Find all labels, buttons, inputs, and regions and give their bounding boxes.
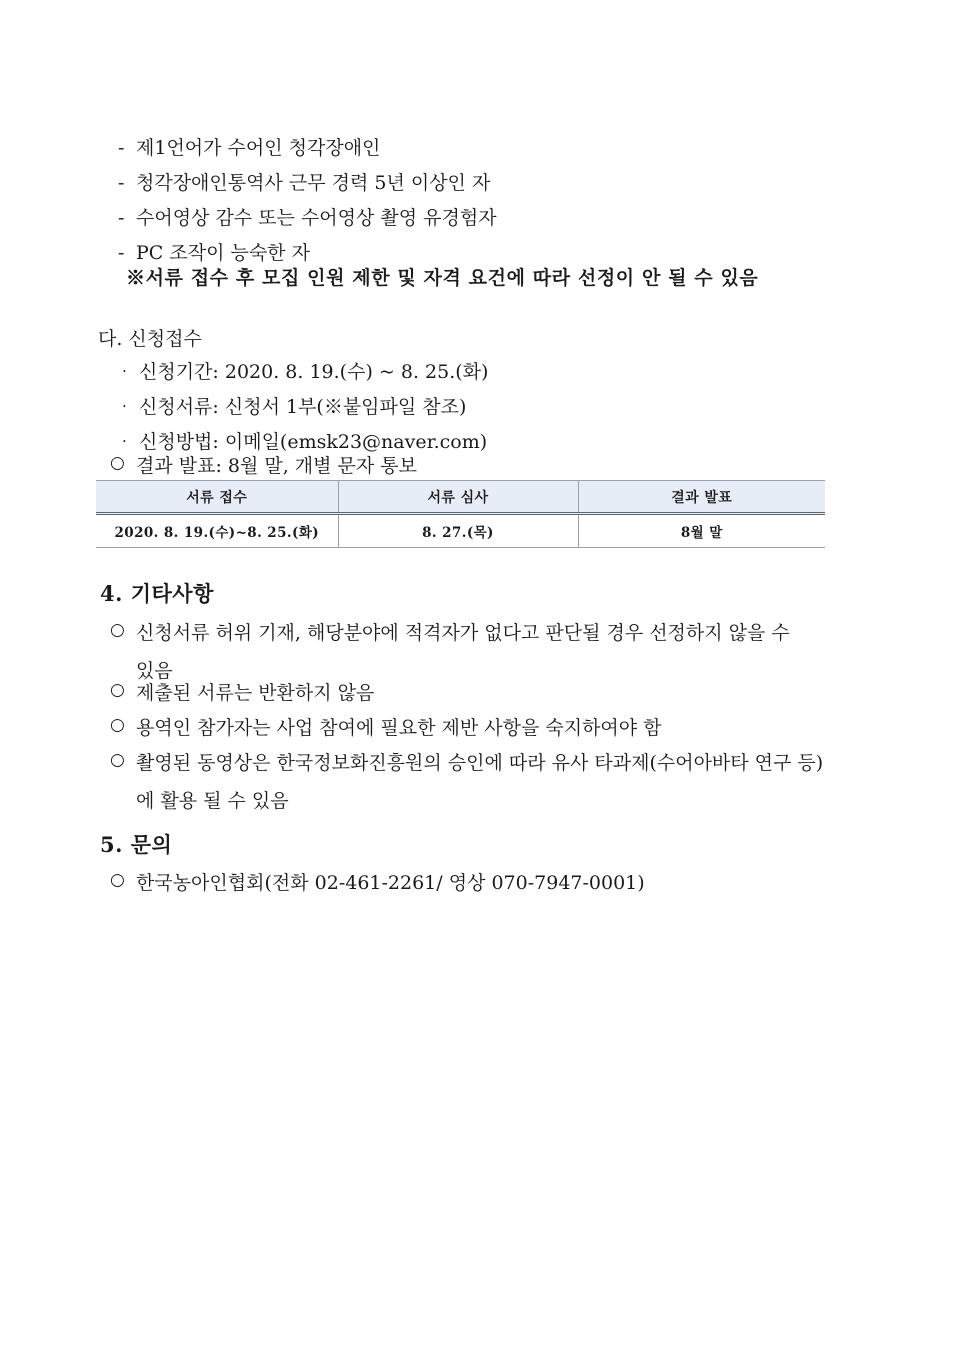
qualification-item-text: 수어영상 감수 또는 수어영상 촬영 유경험자: [136, 207, 497, 229]
table-cell: 8월 말: [578, 514, 825, 548]
contact-item-text: 한국농아인협회(전화 02-461-2261/ 영상 070-7947-0001): [136, 872, 645, 894]
circle-marker: ○: [110, 453, 125, 473]
circle-marker: ○: [110, 620, 125, 640]
other-item-text: 제출된 서류는 반환하지 않음: [136, 682, 375, 704]
result-announcement-item: [110, 451, 417, 478]
other-item: [110, 713, 662, 740]
qualification-item-text: 제1언어가 수어인 청각장애인: [136, 137, 381, 159]
table-cell: 8. 27.(목): [338, 514, 578, 548]
contact-item: [110, 868, 645, 895]
qualification-note: ※서류 접수 후 모집 인원 제한 및 자격 요건에 따라 선정이 안 될 수 있음: [126, 267, 759, 289]
application-item-text: 신청방법: 이메일(emsk23@naver.com): [139, 431, 488, 453]
qualification-item: [118, 168, 490, 195]
section-5-heading: 5. 문의: [100, 832, 173, 857]
dash-marker: -: [118, 137, 125, 159]
dash-marker: -: [118, 242, 125, 264]
table-header-cell: 서류 심사: [338, 481, 578, 514]
dot-marker: ·: [122, 362, 127, 380]
table-row: [96, 514, 825, 548]
table-header-cell: 결과 발표: [578, 481, 825, 514]
table-header-row: [96, 481, 825, 514]
application-item: [122, 357, 488, 384]
qualification-item: [118, 238, 310, 265]
other-item-line-1: 신청서류 허위 기재, 해당분야에 적격자가 없다고 판단될 경우 선정하지 않을 수: [136, 622, 790, 644]
qualification-item: [118, 203, 497, 230]
schedule-table: [96, 480, 825, 548]
circle-marker: ○: [110, 750, 125, 770]
application-item-text: 신청서류: 신청서 1부(※붙임파일 참조): [139, 396, 467, 418]
application-item: [122, 427, 487, 454]
application-item-text: 신청기간: 2020. 8. 19.(수) ~ 8. 25.(화): [139, 361, 489, 383]
dot-marker: ·: [122, 397, 127, 415]
qualification-item: [118, 133, 380, 160]
dash-marker: -: [118, 207, 125, 229]
qualification-item-text: PC 조작이 능숙한 자: [136, 242, 310, 264]
other-item-text: 용역인 참가자는 사업 참여에 필요한 제반 사항을 숙지하여야 함: [136, 717, 662, 739]
table-header-cell: 서류 접수: [96, 481, 338, 514]
other-item: [110, 748, 823, 813]
circle-marker: ○: [110, 715, 125, 735]
other-item-text: [136, 618, 790, 683]
other-item-line-2: 있음: [136, 660, 173, 682]
section-4-heading: 4. 기타사항: [100, 581, 214, 606]
other-item: [110, 618, 790, 683]
other-item-line-1: 촬영된 동영상은 한국정보화진흥원의 승인에 따라 유사 타과제(수어아바타 연구 등): [136, 752, 824, 774]
dot-marker: ·: [122, 432, 127, 450]
other-item-text: [136, 748, 823, 813]
application-item: [122, 392, 466, 419]
other-item-line-2: 에 활용 될 수 있음: [136, 790, 289, 812]
table-cell: 2020. 8. 19.(수)~8. 25.(화): [96, 514, 338, 548]
circle-marker: ○: [110, 870, 125, 890]
circle-marker: ○: [110, 680, 125, 700]
other-item: [110, 678, 374, 705]
dash-marker: -: [118, 172, 125, 194]
application-heading: 다. 신청접수: [98, 328, 202, 350]
result-announcement-text: 결과 발표: 8월 말, 개별 문자 통보: [136, 455, 418, 477]
qualification-item-text: 청각장애인통역사 근무 경력 5년 이상인 자: [136, 172, 491, 194]
